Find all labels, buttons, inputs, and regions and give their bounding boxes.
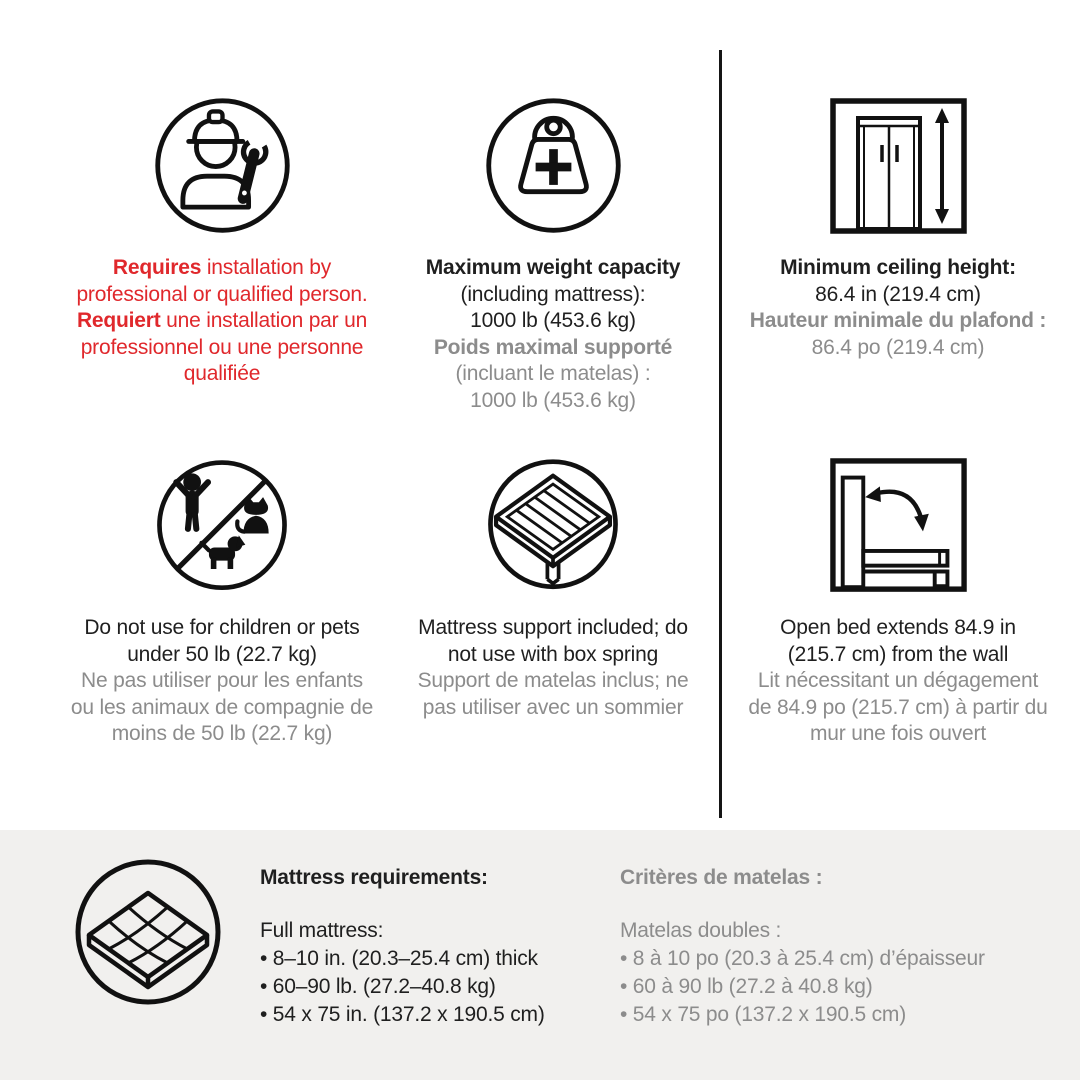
slat-support-icon	[483, 455, 623, 600]
mattress-requirements-fr	[620, 864, 1070, 1029]
mattress-requirements-en	[260, 864, 605, 1029]
text-line: Maximum weight capacity	[425, 256, 681, 279]
text-line: qualifiée	[183, 362, 261, 385]
text-line: pas utiliser avec un sommier	[422, 695, 684, 719]
mattress-size-label-fr: Matelas doubles :	[620, 919, 782, 942]
vertical-divider	[719, 50, 722, 818]
panel-no-children-pets	[40, 455, 404, 748]
panel-installation	[40, 95, 404, 388]
open-bed-icon	[830, 455, 967, 600]
ceiling-height-icon	[830, 95, 967, 240]
installer-icon	[150, 95, 295, 240]
weight-capacity-icon	[481, 95, 626, 240]
mattress-requirements-title-fr: Critères de matelas :	[620, 866, 823, 889]
mattress-icon	[72, 856, 224, 1008]
text-line: 1000 lb (453.6 kg)	[470, 388, 636, 412]
mattress-requirements-title-en: Mattress requirements:	[260, 866, 488, 889]
panel-mattress-support	[393, 455, 713, 721]
text-line: 1000 lb (453.6 kg)	[470, 309, 636, 332]
text-line: Minimum ceiling height:	[780, 256, 1016, 279]
list-item: • 60 à 90 lb (27.2 à 40.8 kg)	[620, 973, 1070, 1001]
text-line: moins de 50 lb (22.7 kg)	[111, 722, 333, 745]
mattress-spec-list-fr	[620, 945, 1070, 1029]
no-children-pets-note	[71, 615, 373, 748]
text-line: Support de matelas inclus; ne	[417, 669, 689, 692]
text-line: ou les animaux de compagnie de	[70, 695, 374, 719]
text-line: 86.4 in (219.4 cm)	[815, 282, 981, 306]
text-line: not use with box spring	[447, 642, 659, 666]
text-line: Ne pas utiliser pour les enfants	[81, 669, 363, 692]
text-line: Do not use for children or pets	[84, 616, 360, 639]
text-line: professional or qualified person.	[76, 282, 368, 306]
list-item: • 54 x 75 in. (137.2 x 190.5 cm)	[260, 1001, 605, 1029]
text-line: Lit nécessitant un dégagement	[757, 669, 1039, 692]
text-line: under 50 lb (22.7 kg)	[127, 642, 317, 666]
list-item: • 8–10 in. (20.3–25.4 cm) thick	[260, 945, 605, 973]
text-line: 86.4 po (219.4 cm)	[811, 335, 985, 359]
ceiling-height-note	[750, 255, 1046, 361]
installation-note	[76, 255, 367, 388]
mattress-spec-list-en	[260, 945, 605, 1029]
text-line: Mattress support included; do	[418, 616, 688, 639]
text-line: (215.7 cm) from the wall	[787, 642, 1009, 666]
text-line: Hauteur minimale du plafond :	[749, 309, 1047, 332]
mattress-size-label-en: Full mattress:	[260, 919, 384, 942]
text-line: mur une fois ouvert	[810, 722, 986, 745]
max-weight-note	[426, 255, 680, 414]
mattress-requirements-section	[0, 830, 1080, 1080]
open-bed-note	[748, 615, 1047, 748]
text-line: Requires installation by	[112, 256, 332, 279]
text-line: Requiert une installation par un	[76, 309, 368, 332]
text-line: de 84.9 po (215.7 cm) à partir du	[748, 695, 1048, 719]
panel-open-bed	[726, 455, 1070, 748]
no-children-pets-icon	[152, 455, 292, 600]
list-item: • 60–90 lb. (27.2–40.8 kg)	[260, 973, 605, 1001]
list-item: • 8 à 10 po (20.3 à 25.4 cm) d’épaisseur	[620, 945, 1070, 973]
panel-max-weight	[393, 95, 713, 414]
list-item: • 54 x 75 po (137.2 x 190.5 cm)	[620, 1001, 1070, 1029]
text-line: professionnel ou une personne	[80, 335, 364, 359]
panel-ceiling-height	[726, 95, 1070, 361]
text-line: (incluant le matelas) :	[455, 362, 651, 385]
text-line: Poids maximal supporté	[433, 335, 673, 359]
text-line: Open bed extends 84.9 in	[780, 616, 1016, 639]
mattress-support-note	[418, 615, 689, 721]
text-line: (including mattress):	[460, 282, 646, 306]
